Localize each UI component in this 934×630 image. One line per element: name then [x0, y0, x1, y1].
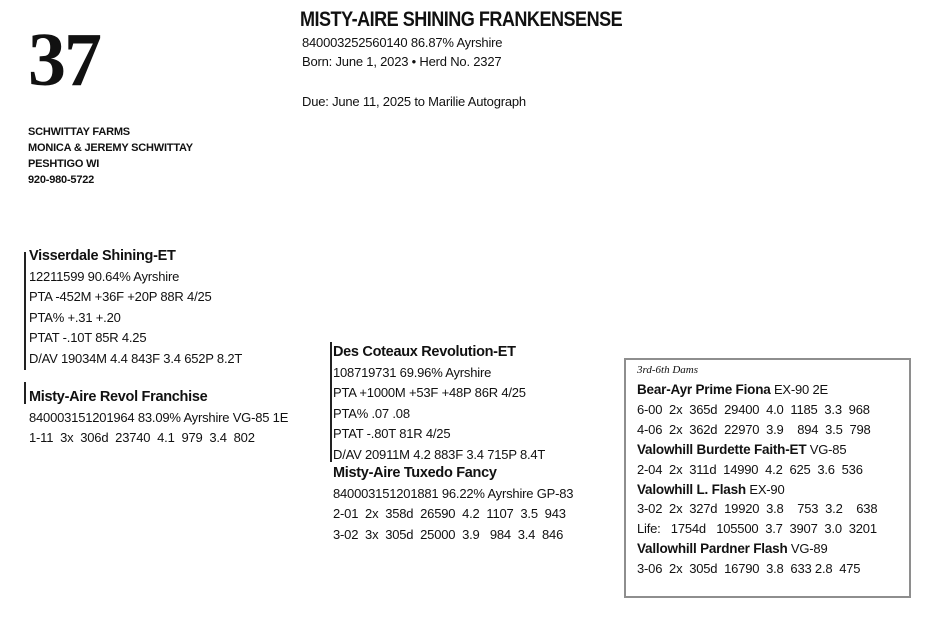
sire-line: D/AV 19034M 4.4 843F 3.4 652P 8.2T	[29, 350, 243, 366]
maternal-grandsire-line: PTAT -.80T 81R 4/25	[333, 426, 451, 441]
dam-entry-score: EX-90 2E	[770, 382, 829, 397]
consignor-location: PESHTIGO WI	[28, 158, 100, 170]
dams-3-6-heading: 3rd-6th Dams	[637, 364, 699, 376]
animal-id-line: 840003252560140 86.87% Ayrshire	[302, 35, 503, 50]
dams-3-6-box	[624, 358, 911, 598]
dam-entry	[637, 440, 877, 460]
maternal-grandsire-line: D/AV 20911M 4.2 883F 3.4 715P 8.4T	[333, 446, 546, 462]
dam-record: 2-04 2x 311d 14990 4.2 625 3.6 536	[637, 461, 863, 477]
dam-record: Life: 1754d 105500 3.7 3907 3.0 3201	[637, 521, 877, 537]
maternal-grandsire-name: Des Coteaux Revolution-ET	[333, 344, 516, 360]
maternal-grandsire-line: PTA +1000M +53F +48P 86R 4/25	[333, 385, 526, 400]
consignor-block	[28, 124, 193, 188]
dam-entry	[637, 480, 877, 500]
lot-number: 37	[28, 18, 100, 102]
dam-entry	[637, 380, 877, 400]
animal-due-line: Due: June 11, 2025 to Marilie Autograph	[302, 94, 526, 109]
dam-record: 3-06 2x 305d 16790 3.8 633 2.8 475	[637, 561, 861, 577]
dam-entry-name: Valowhill Burdette Faith-ET	[637, 441, 807, 457]
pedigree-line-mgs	[330, 342, 332, 462]
dam-entry-score: VG-85	[806, 441, 847, 457]
sire-name: Visserdale Shining-ET	[29, 248, 176, 264]
dam-line: 1-11 3x 306d 23740 4.1 979 3.4 802	[29, 430, 255, 445]
dam-name: Misty-Aire Revol Franchise	[29, 389, 208, 405]
dam-record: 6-00 2x 365d 29400 4.0 1185 3.3 968	[637, 401, 870, 417]
dams-3-6-list	[637, 380, 877, 579]
maternal-grandsire-line: 108719731 69.96% Ayrshire	[333, 364, 492, 380]
consignor-farm: SCHWITTAY FARMS	[28, 126, 130, 138]
granddam-line: 2-01 2x 358d 26590 4.2 1107 3.5 943	[333, 506, 566, 521]
maternal-grandsire-line: PTA% .07 .08	[333, 405, 410, 421]
dam-entry	[637, 539, 877, 559]
granddam-block	[333, 463, 573, 545]
granddam-line: 840003151201881 96.22% Ayrshire GP-83	[333, 485, 574, 501]
sire-line: PTAT -.10T 85R 4.25	[29, 330, 147, 345]
pedigree-line-dam	[24, 382, 26, 404]
granddam-name: Misty-Aire Tuxedo Fancy	[333, 465, 497, 481]
consignor-phone: 920-980-5722	[28, 174, 95, 186]
sire-block	[29, 246, 242, 369]
dam-entry-score: EX-90	[745, 481, 785, 497]
dam-record: 4-06 2x 362d 22970 3.9 894 3.5 798	[637, 421, 871, 437]
dam-entry-name: Vallowhill Pardner Flash	[637, 541, 788, 557]
sire-line: PTA% +.31 +.20	[29, 309, 121, 325]
animal-name: MISTY-AIRE SHINING FRANKENSENSE	[300, 8, 623, 31]
sire-line: 12211599 90.64% Ayrshire	[29, 268, 180, 284]
dam-block	[29, 387, 288, 449]
consignor-owners: MONICA & JEREMY SCHWITTAY	[28, 142, 193, 154]
dam-entry-name: Valowhill L. Flash	[637, 481, 746, 497]
dam-entry-score: VG-89	[787, 541, 828, 557]
dam-entry-name: Bear-Ayr Prime Fiona	[637, 382, 771, 397]
granddam-line: 3-02 3x 305d 25000 3.9 984 3.4 846	[333, 526, 564, 542]
sire-line: PTA -452M +36F +20P 88R 4/25	[29, 289, 212, 304]
dam-record: 3-02 2x 327d 19920 3.8 753 3.2 638	[637, 501, 878, 517]
pedigree-line-sire	[24, 252, 26, 370]
animal-born-line: Born: June 1, 2023 • Herd No. 2327	[302, 54, 502, 69]
maternal-grandsire-block	[333, 342, 545, 465]
dam-line: 840003151201964 83.09% Ayrshire VG-85 1E	[29, 409, 289, 425]
